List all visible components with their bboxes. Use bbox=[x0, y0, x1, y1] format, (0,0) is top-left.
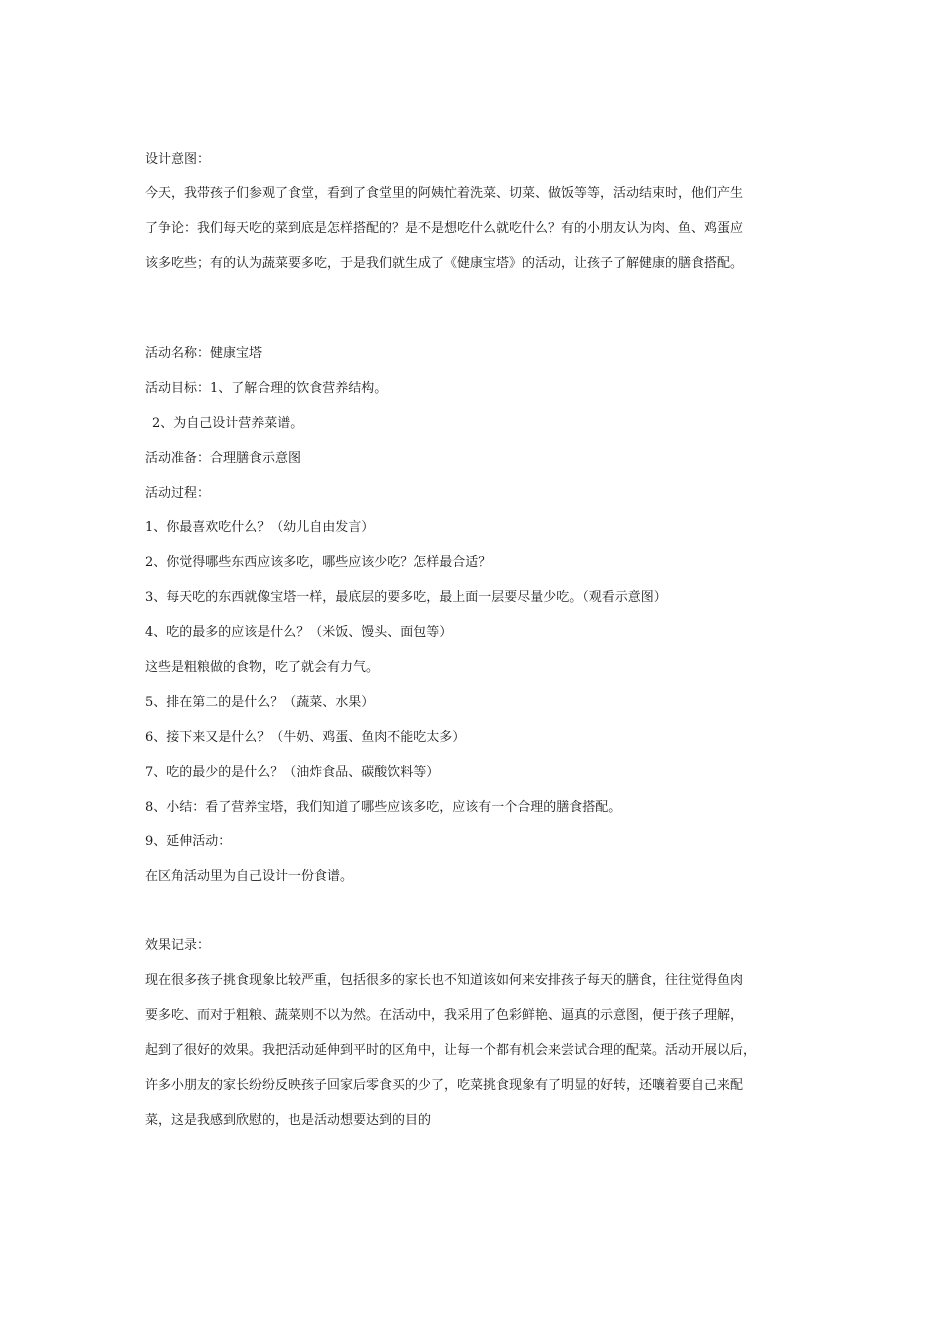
effect-record-line: 许多小朋友的家长纷纷反映孩子回家后零食买的少了，吃菜挑食现象有了明显的好转，还嚷着要自己来配 bbox=[145, 1078, 744, 1093]
design-intent-heading: 设计意图： bbox=[145, 152, 211, 167]
process-step: 3、每天吃的东西就像宝塔一样，最底层的要多吃，最上面一层要尽量少吃。（观看示意图） bbox=[145, 590, 667, 605]
process-step: 7、吃的最少的是什么？（油炸食品、碳酸饮料等） bbox=[145, 765, 440, 780]
process-step: 6、接下来又是什么？（牛奶、鸡蛋、鱼肉不能吃太多） bbox=[145, 730, 466, 745]
effect-record-heading: 效果记录： bbox=[145, 938, 211, 953]
process-step: 2、你觉得哪些东西应该多吃，哪些应该少吃？怎样最合适？ bbox=[145, 555, 492, 570]
activity-name: 活动名称：健康宝塔 bbox=[145, 346, 263, 361]
design-intent-line: 该多吃些；有的认为蔬菜要多吃，于是我们就生成了《健康宝塔》的活动，让孩子了解健康的膳食搭配。 bbox=[145, 256, 744, 271]
effect-record-line: 要多吃、而对于粗粮、蔬菜则不以为然。在活动中，我采用了色彩鲜艳、逼真的示意图，便于孩子理解， bbox=[145, 1008, 744, 1023]
effect-record-line: 现在很多孩子挑食现象比较严重，包括很多的家长也不知道该如何来安排孩子每天的膳食，往往觉得鱼肉 bbox=[145, 973, 744, 988]
activity-goal-2: 2、为自己设计营养菜谱。 bbox=[152, 416, 304, 431]
process-step: 9、延伸活动： bbox=[145, 834, 232, 849]
process-step: 在区角活动里为自己设计一份食谱。 bbox=[145, 869, 354, 884]
effect-record-line: 起到了很好的效果。我把活动延伸到平时的区角中，让每一个都有机会来尝试合理的配菜。活动开展以后， bbox=[145, 1043, 757, 1058]
process-step: 8、小结：看了营养宝塔，我们知道了哪些应该多吃，应该有一个合理的膳食搭配。 bbox=[145, 800, 622, 815]
process-step: 这些是粗粮做的食物，吃了就会有力气。 bbox=[145, 660, 380, 675]
design-intent-line: 了争论：我们每天吃的菜到底是怎样搭配的？是不是想吃什么就吃什么？有的小朋友认为肉、鱼、鸡蛋应 bbox=[145, 221, 744, 236]
activity-process-heading: 活动过程： bbox=[145, 486, 211, 501]
activity-preparation: 活动准备：合理膳食示意图 bbox=[145, 451, 302, 466]
process-step: 1、你最喜欢吃什么？（幼儿自由发言） bbox=[145, 520, 375, 535]
design-intent-line: 今天，我带孩子们参观了食堂，看到了食堂里的阿姨忙着洗菜、切菜、做饭等等，活动结束时，他们产生 bbox=[145, 186, 744, 201]
effect-record-line: 菜，这是我感到欣慰的，也是活动想要达到的目的 bbox=[145, 1113, 432, 1128]
process-step: 5、排在第二的是什么？（蔬菜、水果） bbox=[145, 695, 375, 710]
activity-goal-1: 活动目标：1、了解合理的饮食营养结构。 bbox=[145, 381, 388, 396]
process-step: 4、吃的最多的应该是什么？（米饭、馒头、面包等） bbox=[145, 625, 453, 640]
